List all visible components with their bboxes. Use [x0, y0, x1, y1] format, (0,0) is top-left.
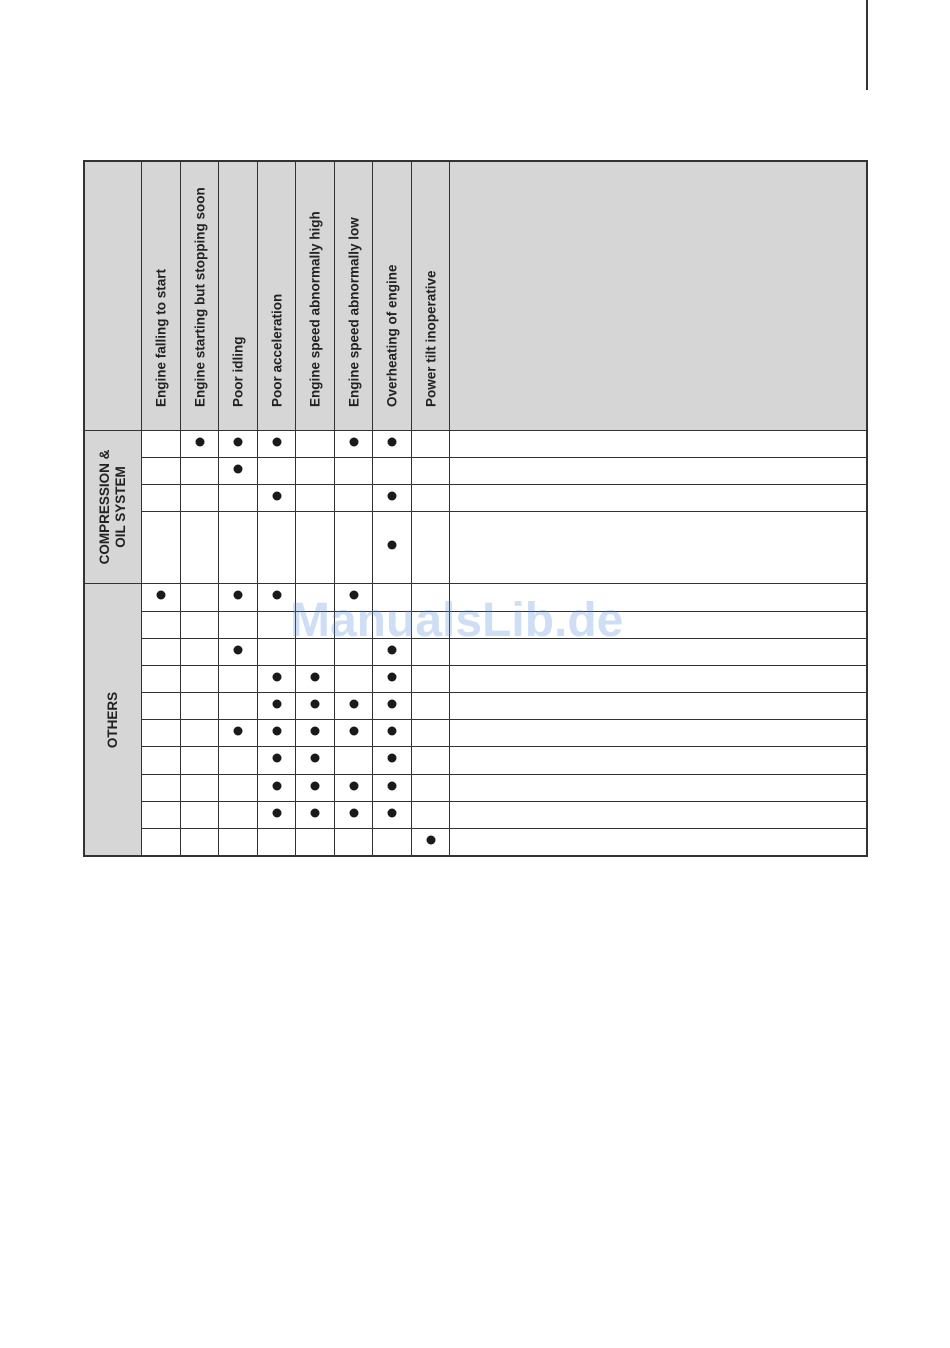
bullet-mark [234, 645, 243, 654]
table-cell [218, 746, 258, 775]
table-cell [334, 638, 373, 666]
row-description [449, 665, 868, 693]
bullet-mark [388, 491, 397, 500]
bullet-mark [311, 781, 320, 790]
column-header-label: Engine starting but stopping soon [192, 187, 207, 407]
bullet-mark [311, 672, 320, 681]
table-cell [372, 583, 412, 612]
bullet-mark [349, 437, 358, 446]
column-header-label: Power tilt inoperative [423, 270, 438, 407]
table-cell [180, 801, 219, 829]
table-cell [180, 583, 219, 612]
row-description [449, 484, 868, 512]
table-cell [180, 511, 219, 584]
table-cell [180, 665, 219, 693]
row-description [449, 801, 868, 829]
row-description [449, 774, 868, 802]
bullet-mark [388, 645, 397, 654]
row-description [449, 692, 868, 720]
bullet-mark [272, 491, 281, 500]
bullet-mark [349, 781, 358, 790]
table-cell [141, 665, 181, 693]
column-header-label: Engine speed abnormally high [307, 211, 323, 407]
bullet-mark [157, 591, 166, 600]
table-cell [334, 511, 373, 584]
table-cell [257, 511, 296, 584]
column-header [334, 160, 373, 431]
bullet-mark [234, 464, 243, 473]
bullet-mark [234, 591, 243, 600]
table-cell [218, 511, 258, 584]
table-cell [334, 746, 373, 775]
table-cell [141, 692, 181, 720]
column-header-label: Overheating of engine [384, 264, 400, 407]
table-cell [411, 692, 450, 720]
watermark: ManualsLib.de [290, 594, 624, 647]
table-cell [334, 828, 373, 857]
bullet-mark [388, 437, 397, 446]
column-header-label: Poor idling [230, 336, 246, 407]
table-cell [295, 638, 335, 666]
table-cell [334, 611, 373, 639]
bullet-mark [311, 699, 320, 708]
bullet-mark [349, 591, 358, 600]
bullet-mark [272, 437, 281, 446]
table-cell [334, 665, 373, 693]
bullet-mark [195, 437, 204, 446]
bullet-mark [272, 726, 281, 735]
table-cell [295, 611, 335, 639]
table-cell [372, 457, 412, 485]
bullet-mark [349, 699, 358, 708]
bullet-mark [272, 754, 281, 763]
row-description [449, 611, 868, 639]
row-description [449, 719, 868, 747]
table-cell [218, 692, 258, 720]
table-cell [141, 638, 181, 666]
table-cell [411, 665, 450, 693]
table-cell [141, 511, 181, 584]
table-cell [295, 583, 335, 612]
bullet-mark [388, 541, 397, 550]
table-cell [180, 484, 219, 512]
table-cell [372, 828, 412, 857]
table-cell [141, 611, 181, 639]
column-header-label: Engine falling to start [153, 268, 169, 407]
table-cell [334, 457, 373, 485]
table-cell [218, 665, 258, 693]
row-description [449, 638, 868, 666]
row-description [449, 583, 868, 612]
bullet-mark [272, 781, 281, 790]
table-cell [218, 611, 258, 639]
row-description [449, 457, 868, 485]
table-cell [411, 746, 450, 775]
bullet-mark [311, 808, 320, 817]
table-cell [218, 801, 258, 829]
table-cell [141, 430, 181, 458]
bullet-mark [311, 754, 320, 763]
table-cell [141, 774, 181, 802]
header-description [449, 160, 868, 431]
column-header-label: Poor acceleration [269, 293, 284, 407]
table-cell [218, 774, 258, 802]
table-cell [141, 457, 181, 485]
column-header [372, 160, 412, 431]
bullet-mark [388, 726, 397, 735]
table-cell [411, 511, 450, 584]
table-cell [411, 611, 450, 639]
table-cell [411, 638, 450, 666]
table-cell [257, 611, 296, 639]
row-description [449, 430, 868, 458]
table-cell [372, 611, 412, 639]
section-label-cell [83, 430, 142, 584]
column-header [257, 160, 296, 431]
header-corner [83, 160, 142, 431]
column-header [180, 160, 219, 431]
table-cell [411, 583, 450, 612]
table-cell [411, 484, 450, 512]
table-cell [411, 719, 450, 747]
bullet-mark [272, 591, 281, 600]
bullet-mark [388, 808, 397, 817]
section-label: COMPRESSION & OIL SYSTEM [96, 449, 128, 565]
bullet-mark [388, 781, 397, 790]
bullet-mark [311, 726, 320, 735]
table-cell [180, 692, 219, 720]
table-cell [141, 801, 181, 829]
column-header-label: Engine speed abnormally low [346, 217, 361, 407]
table-cell [218, 484, 258, 512]
table-cell [295, 511, 335, 584]
column-header [141, 160, 181, 431]
table-cell [295, 828, 335, 857]
table-cell [141, 484, 181, 512]
table-cell [295, 484, 335, 512]
bullet-mark [272, 808, 281, 817]
table-cell [257, 828, 296, 857]
bullet-mark [234, 437, 243, 446]
table-cell [141, 719, 181, 747]
table-cell [180, 611, 219, 639]
bullet-mark [388, 699, 397, 708]
table-cell [180, 457, 219, 485]
table-cell [295, 430, 335, 458]
table-cell [218, 828, 258, 857]
table-cell [180, 638, 219, 666]
bullet-mark [426, 836, 435, 845]
section-label: OTHERS [104, 691, 120, 749]
column-header [295, 160, 335, 431]
table-cell [141, 746, 181, 775]
bullet-mark [272, 699, 281, 708]
table-cell [180, 746, 219, 775]
bullet-mark [388, 754, 397, 763]
table-cell [411, 774, 450, 802]
table-cell [411, 457, 450, 485]
bullet-mark [272, 672, 281, 681]
bullet-mark [349, 808, 358, 817]
table-cell [411, 801, 450, 829]
bullet-mark [234, 726, 243, 735]
row-description [449, 828, 868, 857]
column-header [411, 160, 450, 431]
table-cell [180, 828, 219, 857]
bullet-mark [349, 726, 358, 735]
column-header [218, 160, 258, 431]
table-cell [295, 457, 335, 485]
table-cell [257, 457, 296, 485]
row-description [449, 746, 868, 775]
row-description [449, 511, 868, 584]
table-cell [141, 828, 181, 857]
bullet-mark [388, 672, 397, 681]
table-cell [257, 638, 296, 666]
table-cell [180, 719, 219, 747]
section-label-cell [83, 583, 142, 857]
table-cell [411, 430, 450, 458]
table-cell [180, 774, 219, 802]
table-cell [334, 484, 373, 512]
